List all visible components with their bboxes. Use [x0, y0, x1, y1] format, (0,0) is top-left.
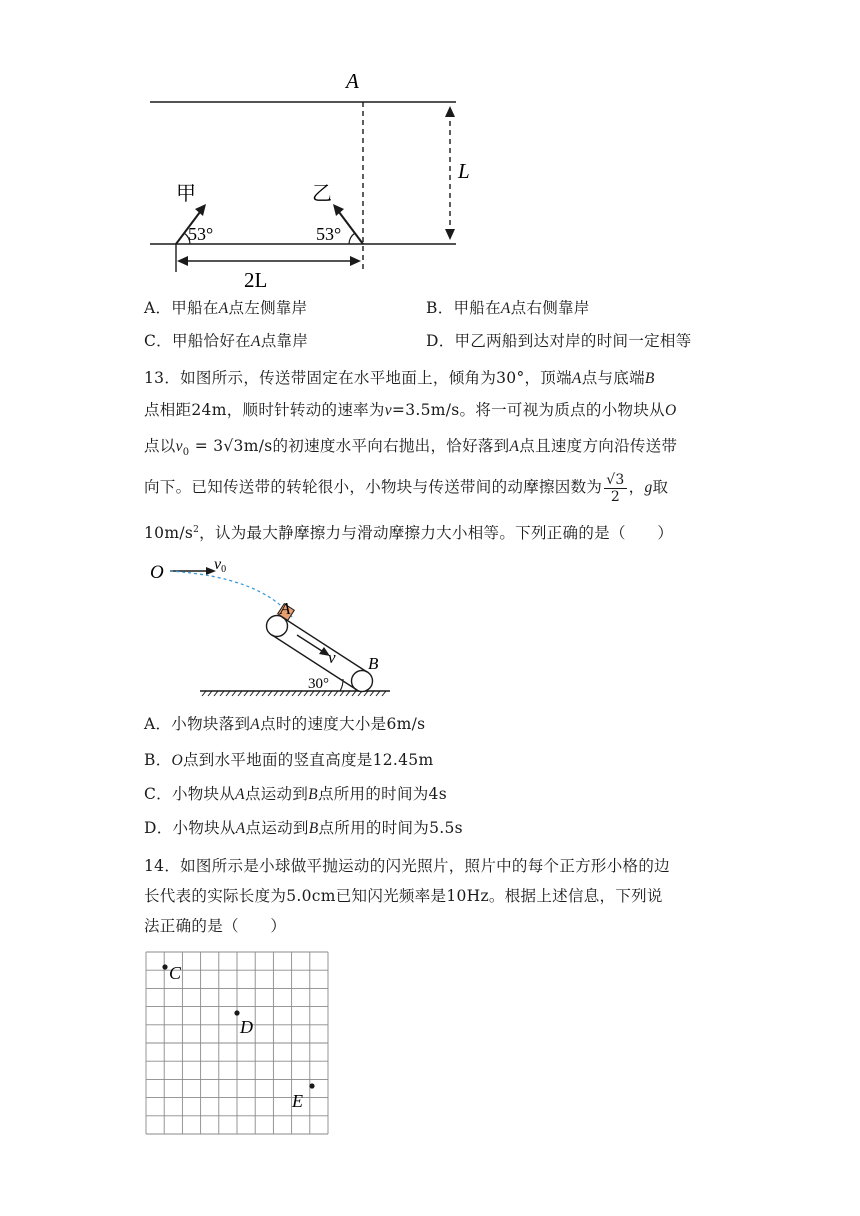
- q13-stem-line4: [144, 470, 668, 505]
- label-2l: 2L: [244, 268, 268, 290]
- q13-text: 向下。已知传送带的转轮很小，小物块与传送带间的动摩擦因数为: [144, 478, 603, 496]
- label-v: v: [328, 648, 336, 667]
- angle-label-jia: 53°: [188, 224, 214, 244]
- q13-var-b: B: [644, 370, 655, 387]
- q14-stem-line1: [144, 856, 670, 876]
- q13-var-o: O: [664, 402, 677, 419]
- q13-var-a: A: [509, 438, 520, 455]
- q13-option-d-var1: A: [235, 820, 246, 837]
- label-angle-30: 30°: [308, 676, 329, 692]
- q13-text: 点与底端: [581, 369, 645, 387]
- river-crossing-diagram: [140, 60, 480, 290]
- q12-option-b: [426, 298, 590, 319]
- label-b: B: [368, 654, 379, 673]
- point-e: [309, 1083, 314, 1088]
- q13-text: 点相距24m，顺时针转动的速率为: [144, 401, 385, 419]
- q14-text: 法正确的是（ ）: [144, 917, 287, 935]
- q12-option-c-text2: 点靠岸: [260, 332, 309, 350]
- q14-stem-line3: [144, 916, 286, 936]
- q13-var-v0: v: [175, 438, 183, 455]
- q12-option-a-text2: 点左侧靠岸: [228, 299, 308, 317]
- q13-text: =3.5m/s。将一可视为质点的小物块从: [391, 401, 665, 419]
- label-d: D: [240, 1017, 253, 1037]
- label-l: L: [458, 159, 470, 183]
- q12-option-b-var: A: [500, 300, 511, 317]
- angle-label-yi: 53°: [316, 224, 342, 244]
- q13-option-c-text: C．小物块从: [144, 785, 236, 803]
- q13-option-c-text2: 点运动到: [244, 785, 309, 803]
- arrowhead-right: [350, 256, 361, 266]
- fraction-numerator: √3: [606, 471, 625, 488]
- q13-option-a-text: A．小物块落到: [144, 715, 251, 733]
- conveyor-belt-diagram: [140, 555, 400, 705]
- q13-option-c-var2: B: [308, 786, 318, 803]
- q13-stem-line1: [144, 368, 655, 389]
- ground-hatching: [202, 691, 386, 696]
- q13-text: 的初速度水平向右抛出，恰好落到: [272, 437, 510, 455]
- q12-option-a-text: A．甲船在: [144, 299, 219, 317]
- q12-option-d-text: D．甲乙两船到达对岸的时间一定相等: [426, 332, 692, 350]
- label-v0: v0: [214, 556, 227, 575]
- q13-option-b-var: O: [171, 752, 183, 769]
- boat-jia-arrowhead: [195, 204, 206, 216]
- q13-text: 10m/s: [144, 524, 194, 543]
- q13-text: 13．如图所示，传送带固定在水平地面上，倾角为30°，顶端: [144, 369, 572, 387]
- q12-option-a: [144, 298, 308, 319]
- q14-stem-line2: [144, 886, 663, 906]
- belt-velocity-arrow: [297, 635, 325, 653]
- q13-option-d-text2: 点运动到: [245, 819, 309, 837]
- q13-option-c-text3: 点所用的时间为4s: [317, 785, 447, 803]
- label-a-belt: A: [280, 599, 291, 618]
- q13-sub-0: 0: [182, 447, 190, 459]
- q13-option-b-text2: 点到水平地面的竖直高度是12.45m: [183, 751, 434, 769]
- q13-stem-line5: [144, 520, 673, 543]
- fraction-root3-over-2: [604, 472, 626, 505]
- q13-sup-2: 2: [193, 525, 200, 535]
- q13-option-d-text3: 点所用的时间为5.5s: [318, 819, 463, 837]
- q12-option-c: [144, 331, 308, 352]
- belt-upper-edge: [282, 617, 367, 672]
- q13-option-d-text: D．小物块从: [144, 819, 236, 837]
- angle-arc-yi: [349, 233, 355, 244]
- q13-v0-value: = 3√3m/s: [189, 437, 273, 455]
- q13-option-d: [144, 818, 463, 839]
- q13-option-b: [144, 750, 433, 771]
- q12-option-c-var: A: [250, 333, 261, 350]
- q13-var-v: v: [384, 402, 392, 419]
- label-jia: 甲: [176, 183, 196, 205]
- label-yi: 乙: [312, 183, 332, 205]
- q12-option-a-var: A: [218, 300, 229, 317]
- q13-stem-line2: [144, 400, 676, 421]
- boat-yi-arrowhead: [333, 204, 344, 216]
- label-o: O: [150, 562, 164, 583]
- q12-option-b-text2: 点右侧靠岸: [510, 299, 590, 317]
- arrowhead-down: [445, 229, 455, 240]
- q13-text: 取: [652, 478, 669, 496]
- q13-option-c: [144, 784, 447, 805]
- q13-text: ，: [628, 478, 645, 496]
- q13-option-b-text: B．: [144, 751, 172, 769]
- q13-option-a-text2: 点时的速度大小是6m/s: [260, 715, 426, 733]
- q13-text: 点以: [144, 437, 176, 455]
- q13-option-a-var: A: [250, 716, 261, 733]
- q13-stem-line3: [144, 436, 677, 463]
- point-d: [234, 1010, 239, 1015]
- q13-text: 点且速度方向沿传送带: [519, 437, 678, 455]
- q13-var-g: g: [644, 479, 653, 496]
- q13-var-a: A: [571, 370, 582, 387]
- fraction-denominator: 2: [610, 488, 621, 505]
- point-c: [162, 964, 167, 969]
- label-c: C: [169, 963, 182, 983]
- q13-option-c-var1: A: [235, 786, 245, 803]
- q12-option-b-text: B．甲船在: [426, 299, 501, 317]
- flash-photo-grid: [140, 946, 340, 1146]
- q13-option-a: [144, 714, 425, 735]
- q14-text: 长代表的实际长度为5.0cm已知闪光频率是10Hz。根据上述信息，下列说: [144, 887, 663, 905]
- arrowhead-up: [445, 106, 455, 117]
- q14-text: 14．如图所示是小球做平抛运动的闪光照片，照片中的每个正方形小格的边: [144, 857, 670, 875]
- arrowhead-left: [177, 256, 188, 266]
- q12-option-c-text: C．甲船恰好在: [144, 332, 251, 350]
- q13-text: ，认为最大静摩擦力与滑动摩擦力大小相等。下列正确的是（ ）: [199, 524, 674, 543]
- label-e: E: [292, 1091, 303, 1111]
- q13-option-d-var2: B: [308, 820, 319, 837]
- label-a: A: [346, 69, 359, 93]
- q12-option-d: [426, 331, 692, 351]
- projectile-trajectory: [170, 571, 292, 617]
